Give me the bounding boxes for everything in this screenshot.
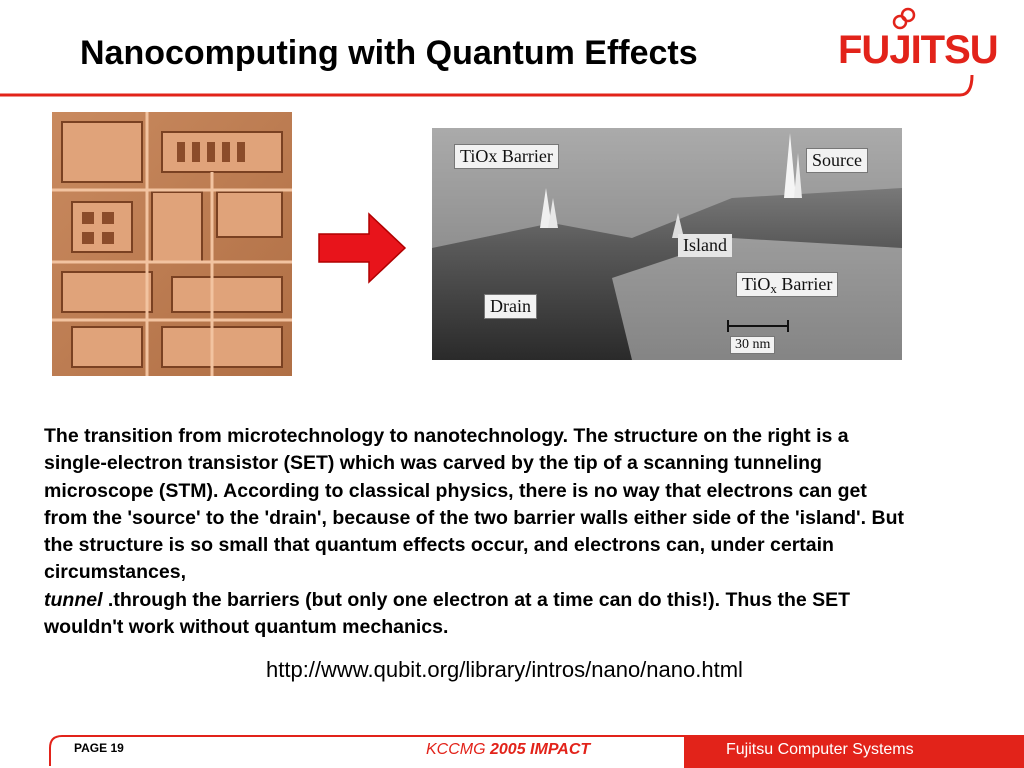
logo-text: FUJITSU <box>838 28 998 72</box>
label-barrier-top: TiOx Barrier <box>454 144 559 169</box>
event-name: KCCMG 2005 IMPACT <box>426 741 591 758</box>
label-barrier-bottom: TiOx Barrier <box>736 272 838 297</box>
body-paragraph <box>44 423 914 641</box>
label-source: Source <box>806 148 868 173</box>
microchip-photo <box>52 112 292 376</box>
scale-bar-label: 30 nm <box>730 336 775 354</box>
paragraph-italic: tunnel <box>44 588 103 611</box>
source-url-link[interactable]: http://www.qubit.org/library/intros/nano/nano.html <box>266 657 743 682</box>
page-title: Nanocomputing with Quantum Effects <box>80 34 698 72</box>
stm-surface-image <box>432 128 902 360</box>
label-drain: Drain <box>484 294 537 319</box>
arrow-right-icon <box>317 212 407 284</box>
page-number: PAGE 19 <box>74 741 124 755</box>
company-name: Fujitsu Computer Systems <box>726 741 914 758</box>
fujitsu-logo <box>838 6 998 76</box>
label-island: Island <box>678 234 732 257</box>
paragraph-text: The transition from microtechnology to nanotechnology. The structure on the right is a single-electron transistor (SET) which was carved by the tip of a scanning tunneling microscope (STM). According to classical physics, there is no way that electrons can get from the 'source' to the 'drain', because of the two barrier walls either side of the 'island'. But the structure is so small that quantum effects occur, and electrons can, under certain circumstances, <box>44 425 904 584</box>
paragraph-text-end: .through the barriers (but only one electron at a time can do this!). Thus the SET wouldn't work without quantum mechanics. <box>44 588 851 639</box>
